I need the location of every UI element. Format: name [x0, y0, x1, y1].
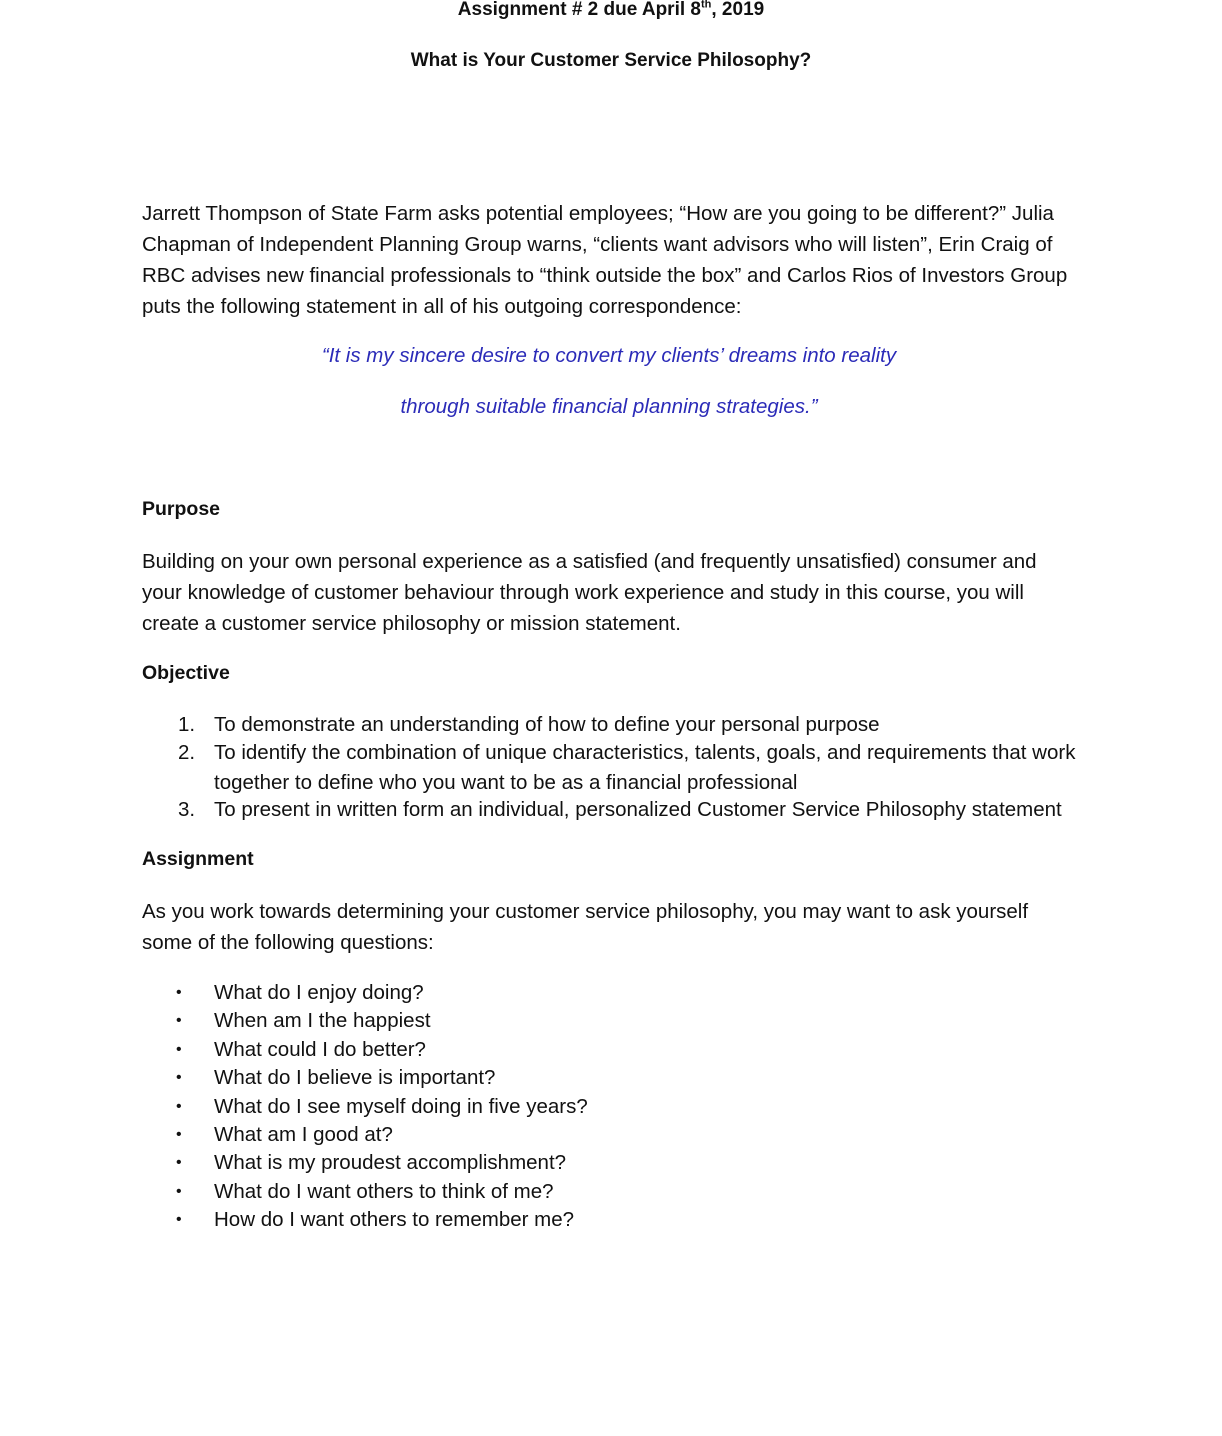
list-item [142, 1178, 1082, 1206]
bullet-icon: • [176, 1154, 182, 1172]
list-item [142, 1036, 1082, 1064]
assignment-paragraph: As you work towards determining your customer service philosophy, you may want to ask yourself some of the following questions: [142, 900, 1029, 954]
question-text: What do I enjoy doing? [214, 981, 424, 1004]
bullet-icon: • [176, 1211, 182, 1229]
list-item [142, 1007, 1082, 1035]
objective-item [142, 738, 1082, 798]
purpose-heading: Purpose [142, 498, 221, 520]
list-item [142, 1121, 1082, 1149]
bullet-icon: • [176, 1182, 182, 1200]
document-subtitle: What is Your Customer Service Philosophy? [410, 50, 812, 71]
title-suffix: , 2019 [711, 0, 765, 20]
objective-item [142, 795, 1082, 825]
questions-list [142, 979, 1082, 1235]
objective-text: To present in written form an individual, personalized Customer Service Philosophy statement [214, 798, 1062, 821]
list-number: 2. [178, 740, 196, 764]
title-prefix: Assignment # 2 due April 8 [457, 0, 701, 20]
list-item [142, 979, 1082, 1007]
objective-text: To identify the combination of unique characteristics, talents, goals, and requirements that work together to define who you want to be as a financial professional [214, 740, 1076, 794]
bullet-icon: • [176, 1012, 182, 1030]
list-item [142, 1093, 1082, 1121]
question-text: What am I good at? [214, 1123, 393, 1147]
question-text: What is my proudest accomplishment? [214, 1151, 567, 1175]
purpose-paragraph: Building on your own personal experience as a satisfied (and frequently unsatisfied) consumer and your knowledge of customer behaviour through work experience and study in this course, you will create a customer service philosophy or mission statement. [142, 550, 1037, 635]
quote-line-2: through suitable financial planning strategies.” [400, 395, 818, 418]
question-text: What do I see myself doing in five years? [214, 1094, 588, 1118]
bullet-icon: • [176, 1069, 182, 1087]
list-item [142, 1064, 1082, 1092]
bullet-icon: • [176, 1126, 182, 1144]
assignment-heading: Assignment [142, 848, 254, 870]
question-text: How do I want others to remember me? [214, 1208, 575, 1232]
title-superscript: th [700, 0, 712, 11]
bullet-icon: • [176, 984, 182, 1001]
question-text: When am I the happiest [214, 1009, 431, 1033]
list-number: 3. [178, 798, 196, 821]
question-text: What do I want others to think of me? [214, 1179, 554, 1203]
list-number: 1. [178, 713, 196, 736]
quote-line-1: “It is my sincere desire to convert my clients’ dreams into reality [321, 344, 897, 367]
list-item [142, 1206, 1082, 1234]
objective-list [142, 710, 1082, 823]
bullet-icon: • [176, 1097, 182, 1115]
bullet-icon: • [176, 1040, 182, 1058]
list-item [142, 1149, 1082, 1177]
intro-paragraph: Jarrett Thompson of State Farm asks potential employees; “How are you going to be different?” Julia Chapman of Independent Planning Group warns, “clients want advisors who will listen”, Erin Craig of RBC advises new financial professionals to “think outside the box” and Carlos Rios of Investors Group puts the following statement in all of his outgoing correspondence: [142, 202, 1068, 318]
objective-heading: Objective [142, 662, 230, 684]
assignment-title [0, 0, 1222, 21]
question-text: What could I do better? [214, 1037, 426, 1061]
objective-item [142, 710, 1082, 740]
objective-text: To demonstrate an understanding of how to define your personal purpose [214, 713, 880, 736]
question-text: What do I believe is important? [214, 1066, 496, 1090]
